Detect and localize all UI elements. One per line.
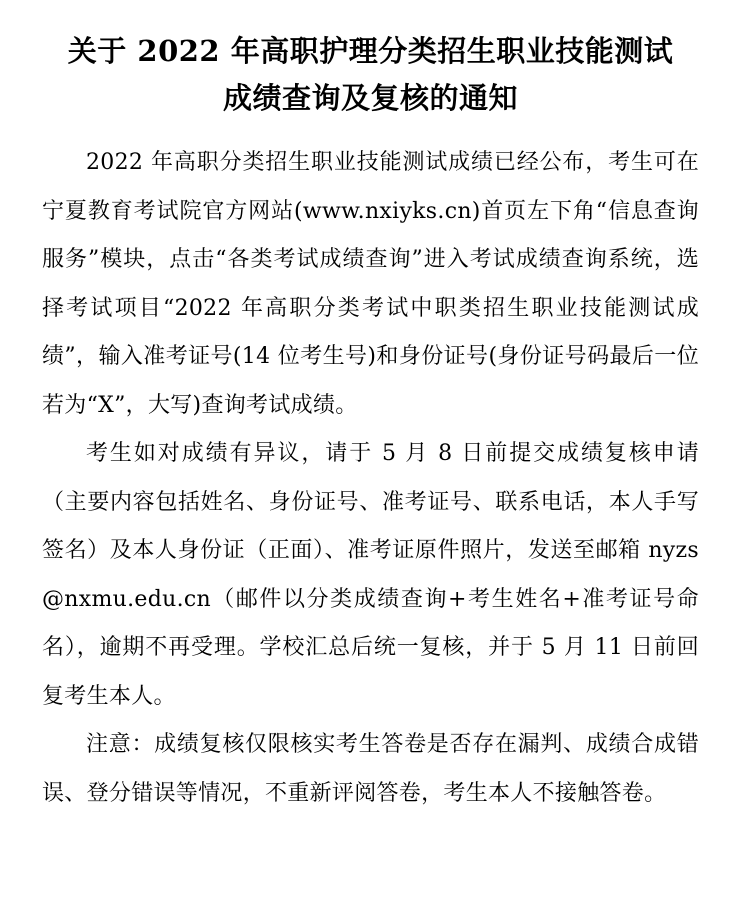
paragraph-score-query: 2022 年高职分类招生职业技能测试成绩已经公布，考生可在宁夏教育考试院官方网站(www.nxiyks.cn)首页左下角“信息查询服务”模块，点击“各类考试成绩查询”进入考试成绩查询系统，选择考试项目“2022 年高职分类考试中职类招生职业技能测试成绩”，输入准考证号(14 位考生号)和身份证号(身份证号码最后一位若为“X”，大写)查询考试成绩。 [42,150,699,418]
notice-title [42,28,699,122]
notice-document [42,28,699,818]
paragraph-review-application: 考生如对成绩有异议，请于 5 月 8 日前提交成绩复核申请（主要内容包括姓名、身份证号、准考证号、联系电话，本人手写签名）及本人身份证（正面）、准考证原件照片，发送至邮箱 nyzs@nxmu.edu.cn（邮件以分类成绩查询+考生姓名+准考证号命名），逾期不再受理。学校汇总后统一复核，并于 5 月 11 日前回复考生本人。 [42,441,699,709]
notice-title-line-2: 成绩查询及复核的通知 [222,81,518,115]
notice-title-line-1: 关于 2022 年高职护理分类招生职业技能测试 [67,34,674,68]
paragraph-review-note: 注意：成绩复核仅限核实考生答卷是否存在漏判、成绩合成错误、登分错误等情况，不重新评阅答卷，考生本人不接触答卷。 [42,732,699,806]
